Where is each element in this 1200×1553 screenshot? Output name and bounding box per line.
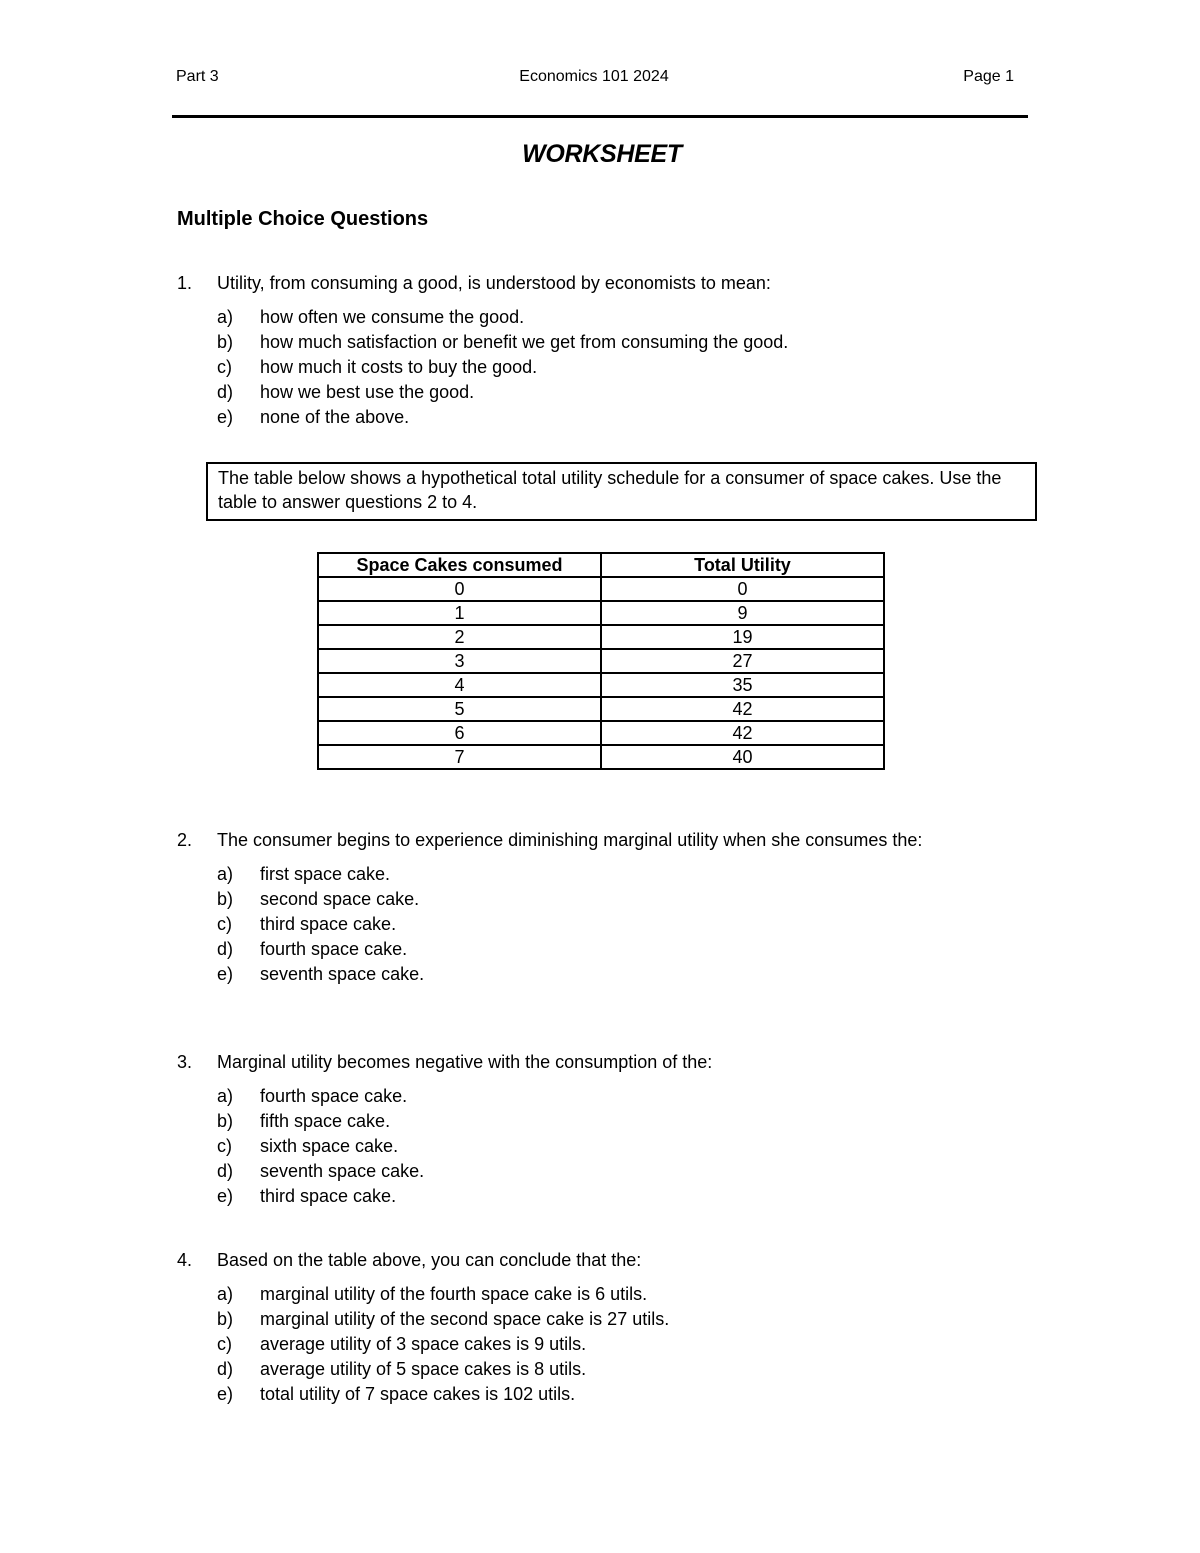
cell-quantity: 1 [318,601,601,625]
question-stem [177,828,1017,852]
option-a[interactable] [177,1282,1017,1307]
option-text: how we best use the good. [260,382,475,402]
options-list [177,305,1017,430]
option-text: fourth space cake. [260,1086,408,1106]
page-header [174,68,1014,92]
option-letter: d) [217,1161,234,1181]
question-3 [177,1050,1017,1209]
cell-quantity: 0 [318,577,601,601]
cell-total-utility: 42 [601,721,884,745]
option-letter: c) [217,914,232,934]
section-heading: Multiple Choice Questions [177,208,429,230]
option-letter: c) [217,357,232,377]
column-header-space-cakes: Space Cakes consumed [318,553,601,577]
question-stem [177,1248,1017,1272]
option-letter: a) [217,1086,234,1106]
question-number: 1. [177,273,193,293]
option-text: marginal utility of the fourth space cake is 6 utils. [260,1284,648,1304]
option-letter: b) [217,1111,234,1131]
option-d[interactable] [177,380,1017,405]
option-letter: c) [217,1334,232,1354]
option-text: sixth space cake. [260,1136,399,1156]
option-e[interactable] [177,405,1017,430]
total-utility-table [317,552,885,770]
option-text: how much satisfaction or benefit we get from consuming the good. [260,332,789,352]
cell-quantity: 2 [318,625,601,649]
question-1 [177,271,1017,430]
option-e[interactable] [177,1184,1017,1209]
option-text: average utility of 5 space cakes is 8 utils. [260,1359,587,1379]
option-text: seventh space cake. [260,1161,425,1181]
option-letter: b) [217,889,234,909]
cell-quantity: 5 [318,697,601,721]
question-text: The consumer begins to experience diminishing marginal utility when she consumes the: [217,830,923,850]
question-stem [177,1050,1017,1074]
table-row [318,601,884,625]
option-letter: e) [217,1384,234,1404]
option-b[interactable] [177,1307,1017,1332]
option-text: how much it costs to buy the good. [260,357,538,377]
cell-quantity: 6 [318,721,601,745]
option-a[interactable] [177,305,1017,330]
cell-total-utility: 9 [601,601,884,625]
option-letter: b) [217,1309,234,1329]
option-d[interactable] [177,1159,1017,1184]
cell-total-utility: 19 [601,625,884,649]
header-course: Economics 101 2024 [519,68,669,85]
cell-quantity: 4 [318,673,601,697]
option-text: fifth space cake. [260,1111,391,1131]
cell-total-utility: 35 [601,673,884,697]
option-text: how often we consume the good. [260,307,525,327]
option-a[interactable] [177,862,1017,887]
option-letter: c) [217,1136,232,1156]
option-text: fourth space cake. [260,939,408,959]
question-text: Utility, from consuming a good, is understood by economists to mean: [217,273,771,293]
options-list [177,1282,1017,1407]
option-text: first space cake. [260,864,391,884]
question-number: 2. [177,830,193,850]
question-number: 3. [177,1052,193,1072]
option-a[interactable] [177,1084,1017,1109]
option-letter: e) [217,407,234,427]
question-number: 4. [177,1250,193,1270]
option-text: total utility of 7 space cakes is 102 utils. [260,1384,576,1404]
option-letter: a) [217,864,234,884]
option-letter: e) [217,964,234,984]
page-title: WORKSHEET [522,140,682,168]
option-c[interactable] [177,355,1017,380]
cell-total-utility: 0 [601,577,884,601]
option-text: third space cake. [260,914,397,934]
header-part: Part 3 [176,68,219,85]
option-text: seventh space cake. [260,964,425,984]
option-b[interactable] [177,1109,1017,1134]
option-d[interactable] [177,1357,1017,1382]
cell-quantity: 7 [318,745,601,769]
option-b[interactable] [177,330,1017,355]
option-c[interactable] [177,1332,1017,1357]
header-divider [172,115,1028,118]
question-4 [177,1248,1017,1407]
option-letter: e) [217,1186,234,1206]
cell-quantity: 3 [318,649,601,673]
option-c[interactable] [177,912,1017,937]
option-letter: a) [217,307,234,327]
table-instructions-box: The table below shows a hypothetical total utility schedule for a consumer of space cakes. Use the table to answer questions 2 to 4. [206,462,1037,521]
option-d[interactable] [177,937,1017,962]
option-text: none of the above. [260,407,410,427]
question-stem [177,271,1017,295]
table-row [318,673,884,697]
table-row [318,649,884,673]
option-c[interactable] [177,1134,1017,1159]
table-row [318,577,884,601]
table-row [318,745,884,769]
option-text: second space cake. [260,889,420,909]
table-row [318,697,884,721]
header-page-number: Page 1 [963,68,1014,85]
table-row [318,625,884,649]
option-letter: d) [217,1359,234,1379]
option-e[interactable] [177,1382,1017,1407]
cell-total-utility: 42 [601,697,884,721]
option-letter: b) [217,332,234,352]
option-b[interactable] [177,887,1017,912]
table-row [318,721,884,745]
option-letter: d) [217,939,234,959]
options-list [177,1084,1017,1209]
question-2 [177,828,1017,987]
option-letter: a) [217,1284,234,1304]
option-text: third space cake. [260,1186,397,1206]
column-header-total-utility: Total Utility [601,553,884,577]
table-header-row [318,553,884,577]
question-text: Based on the table above, you can conclude that the: [217,1250,642,1270]
cell-total-utility: 27 [601,649,884,673]
options-list [177,862,1017,987]
cell-total-utility: 40 [601,745,884,769]
question-text: Marginal utility becomes negative with the consumption of the: [217,1052,713,1072]
option-letter: d) [217,382,234,402]
option-e[interactable] [177,962,1017,987]
option-text: average utility of 3 space cakes is 9 utils. [260,1334,587,1354]
option-text: marginal utility of the second space cake is 27 utils. [260,1309,670,1329]
